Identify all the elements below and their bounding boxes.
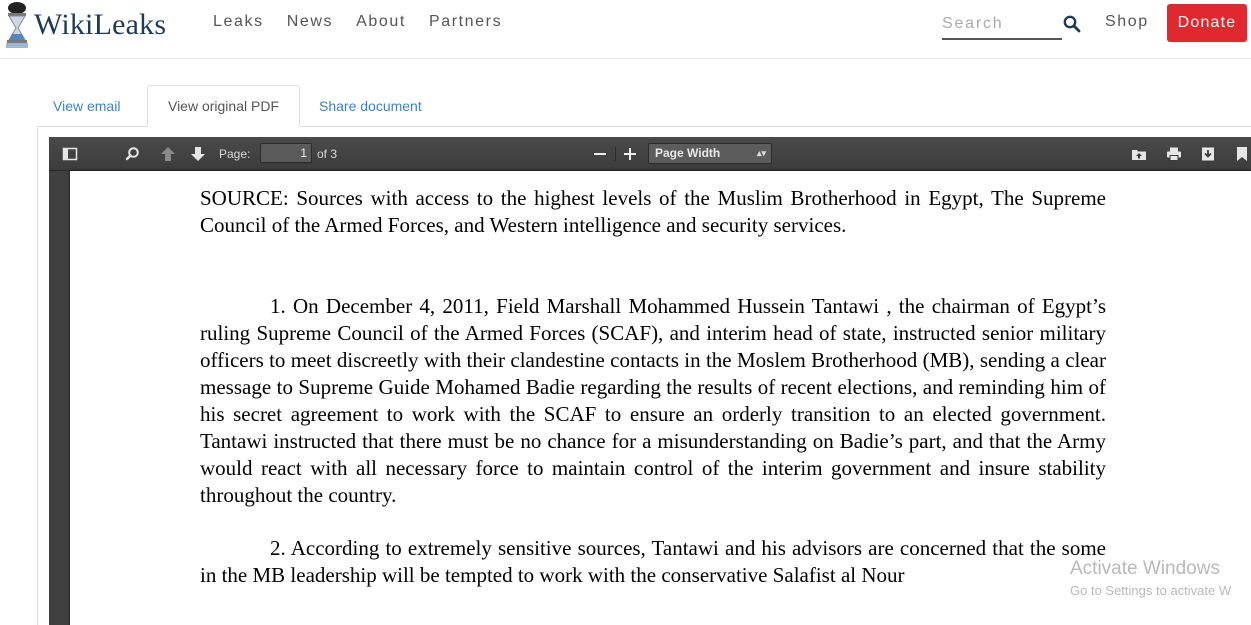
- select-arrows-icon: ▴▾: [756, 148, 766, 158]
- content-left-border: [37, 126, 38, 625]
- search-input[interactable]: [942, 12, 1060, 36]
- sidebar-toggle-icon[interactable]: [61, 145, 79, 163]
- page-number-input[interactable]: [260, 143, 312, 163]
- tab-view-original-pdf[interactable]: View original PDF: [147, 85, 300, 127]
- open-file-icon[interactable]: [1130, 145, 1148, 163]
- paragraph-1: 1. On December 4, 2011, Field Marshall Mohammed Hussein Tantawi , the chairman of Egypt’s ruling Supreme Council of the Armed Forces (SCAF), and interim head of state, instructed senior military officers to meet discreetly with their clandestine contacts in the Moslem Brotherhood (MB), sending a clear message to Supreme Guide Mohamed Badie regarding the results of recent elections, and reminding him of his secret agreement to work with the SCAF to ensure an orderly transition to an elected government. Tantawi instructed that there must be no chance for a misunderstanding on Badie’s part, and that the Army would react with all necessary force to maintain control of the interim government and insure stability throughout the country.: [200, 294, 1106, 507]
- toolbar-separator: [615, 147, 616, 161]
- zoom-select[interactable]: [648, 143, 772, 164]
- watermark-title: Activate Windows: [1070, 558, 1220, 579]
- find-icon[interactable]: [124, 145, 142, 163]
- pdf-viewer: [49, 137, 1251, 625]
- hourglass-logo-icon: [4, 1, 30, 49]
- pdf-toolbar: [49, 137, 1251, 171]
- paragraph-2: 2. According to extremely sensitive sources, Tantawi and his advisors are concerned that the some in the MB leadership will be tempted to work with the conservative Salafist al Nour: [200, 536, 1106, 587]
- search-icon[interactable]: [1063, 15, 1081, 38]
- zoom-in-icon[interactable]: [621, 145, 639, 163]
- page-text: [200, 185, 1106, 589]
- donate-button[interactable]: Donate: [1167, 4, 1247, 42]
- bookmark-icon[interactable]: [1233, 145, 1251, 163]
- windows-activation-watermark: [1070, 558, 1231, 598]
- main-nav: [213, 13, 525, 31]
- next-page-icon[interactable]: [189, 145, 207, 163]
- nav-leaks[interactable]: Leaks: [213, 13, 264, 30]
- watermark-subtitle: Go to Settings to activate W: [1070, 583, 1232, 598]
- download-icon[interactable]: [1199, 145, 1217, 163]
- nav-about[interactable]: About: [356, 13, 406, 30]
- shop-link[interactable]: Shop: [1105, 13, 1149, 30]
- source-paragraph: SOURCE: Sources with access to the highest levels of the Muslim Brotherhood in Egypt, The Supreme Council of the Armed Forces, and Western intelligence and security services.: [200, 186, 1106, 237]
- print-icon[interactable]: [1165, 145, 1183, 163]
- nav-partners[interactable]: Partners: [428, 13, 503, 30]
- brand-name: WikiLeaks: [34, 8, 167, 41]
- page-total: of 3: [317, 147, 338, 161]
- tab-view-email[interactable]: View email: [53, 98, 121, 114]
- tab-share-document[interactable]: Share document: [319, 98, 422, 114]
- search-box: [942, 12, 1062, 40]
- top-navigation-bar: [0, 0, 1251, 59]
- pdf-page: [70, 171, 1251, 625]
- zoom-out-icon[interactable]: [591, 145, 609, 163]
- page-label: Page:: [219, 147, 251, 161]
- zoom-select-value: Page Width: [655, 146, 721, 160]
- pdf-document-area[interactable]: [49, 171, 1251, 625]
- wikileaks-logo[interactable]: [4, 0, 166, 50]
- nav-news[interactable]: News: [286, 13, 334, 30]
- previous-page-icon[interactable]: [159, 145, 177, 163]
